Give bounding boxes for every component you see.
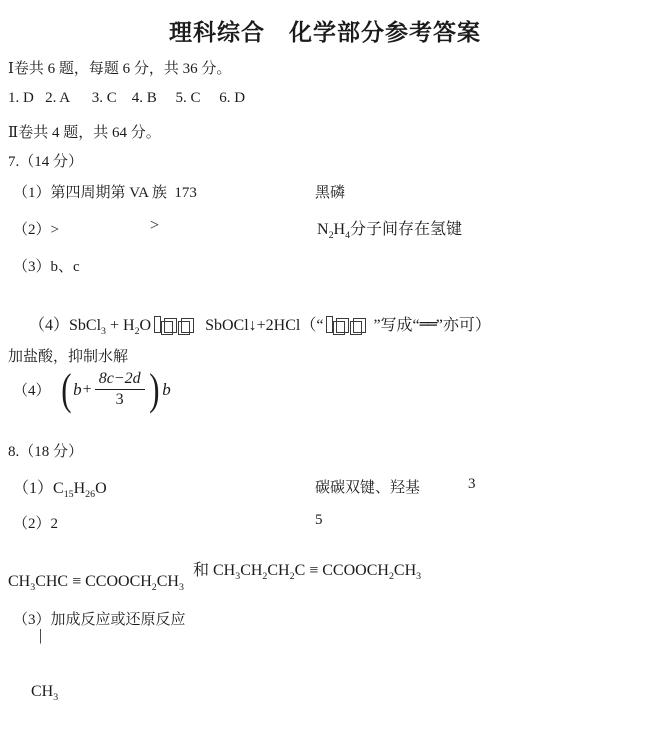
- structure-1-main-chain: $CH_3CHC$ ≡ $CCOOCH_2CH_3$: [8, 573, 184, 594]
- q8-item2-right: 5: [315, 512, 323, 528]
- plus-sign: +: [82, 380, 92, 398]
- fraction: [95, 370, 145, 409]
- page-title: 理科综合 化学部分参考答案: [169, 20, 481, 45]
- q7-item2-greater-than: >: [150, 217, 160, 234]
- q7-equation-note2: ”亦可）: [435, 317, 491, 334]
- q7-equation-left: （4）SbCl$_3$ + $H_2O$: [29, 317, 152, 338]
- variable-b-suffix: b: [162, 379, 171, 399]
- double-line-symbol: ══: [419, 315, 436, 333]
- q7-item2-left: （2）>: [13, 222, 59, 238]
- q8-item1-right: 3: [468, 476, 476, 492]
- q8-item1-mid: 碳碳双键、羟基: [315, 480, 421, 496]
- q7-item1-right: 黑磷: [315, 185, 346, 201]
- missing-glyph-box: [353, 318, 366, 333]
- q7-item1-left: （1）第四周期第 VA 族 173: [13, 185, 197, 201]
- q8-heading: 8.（18 分）: [8, 444, 84, 460]
- q7-equation-note1: ”写成“: [373, 317, 420, 334]
- fraction-denominator: 3: [115, 391, 124, 408]
- q7-note: 加盐酸，抑制水解: [8, 349, 129, 365]
- missing-glyph-boxes: [326, 316, 370, 338]
- missing-glyph-box: [336, 318, 349, 333]
- q7-item3: （3）b、c: [13, 259, 80, 275]
- missing-glyph-box: [164, 318, 177, 333]
- structure-1-methyl: $CH_3$: [31, 683, 59, 704]
- missing-glyph-box: [154, 316, 161, 333]
- missing-glyph-boxes: [154, 316, 198, 338]
- right-parenthesis: ): [148, 364, 160, 414]
- q7-equation-right: SbOCl↓+2HCl（“: [201, 317, 324, 334]
- q7-item2-right: $N_2H_4$分子间存在氢键: [317, 221, 463, 242]
- q8-item2-left: （2）2: [13, 516, 59, 532]
- paper1-summary: Ⅰ卷共 6 题，每题 6 分，共 36 分。: [8, 61, 232, 77]
- fraction-numerator: 8c−2d: [95, 370, 145, 390]
- missing-glyph-box: [326, 316, 333, 333]
- q8-item1-left: $(1)C_{15}H_{26}O$: [13, 480, 107, 501]
- variable-b: b: [73, 379, 82, 399]
- q7-item4b-formula: [13, 364, 171, 414]
- q8-item3: （3）加成反应或还原反应: [13, 612, 186, 628]
- q7-item4b-label: （4）: [13, 383, 51, 399]
- missing-glyph-box: [181, 318, 194, 333]
- q8-structure-2: 和 $CH_3CH_2CH_2C$ ≡ $CCOOCH_2CH_3$: [193, 562, 422, 583]
- single-bond-symbol: |: [39, 627, 43, 644]
- left-parenthesis: (: [60, 364, 71, 414]
- q8-structure-1: [8, 536, 184, 738]
- choice-answers: 1. D 2. A 3. C 4. B 5. C 6. D: [8, 90, 246, 106]
- paper2-summary: Ⅱ卷共 4 题，共 64 分。: [8, 125, 161, 141]
- q7-heading: 7.（14 分）: [8, 154, 84, 170]
